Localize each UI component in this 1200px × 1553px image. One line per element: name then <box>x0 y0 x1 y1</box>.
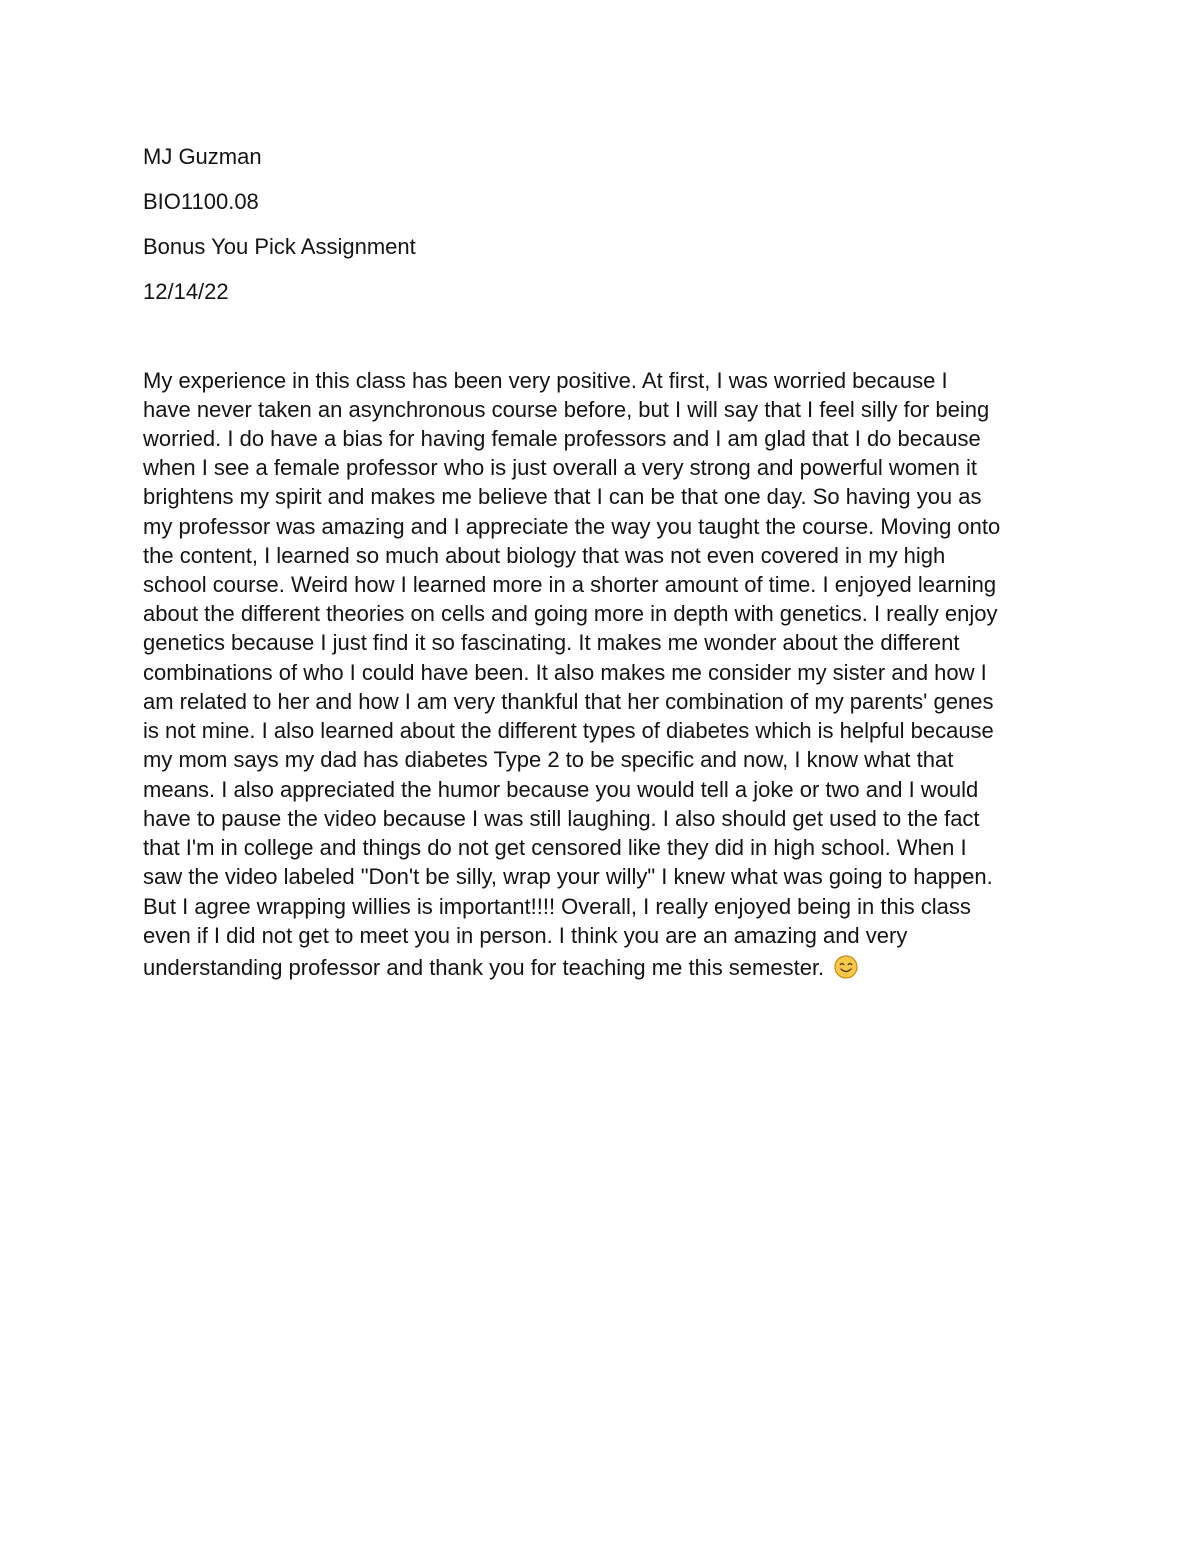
essay-line: my mom says my dad has diabetes Type 2 to be specific and now, I know what that <box>143 747 954 772</box>
essay-line: school course. Weird how I learned more in a shorter amount of time. I enjoyed learning <box>143 572 997 597</box>
essay-line: combinations of who I could have been. It also makes me consider my sister and how I <box>143 660 987 685</box>
essay-line: But I agree wrapping willies is important!!!! Overall, I really enjoyed being in this class <box>143 894 971 919</box>
essay-line: is not mine. I also learned about the different types of diabetes which is helpful because <box>143 718 994 743</box>
essay-line: that I'm in college and things do not get censored like they did in high school. When I <box>143 835 967 860</box>
essay-line: brightens my spirit and makes me believe that I can be that one day. So having you as <box>143 484 982 509</box>
essay-line: means. I also appreciated the humor because you would tell a joke or two and I would <box>143 777 979 802</box>
assignment-date: 12/14/22 <box>143 279 229 304</box>
essay-line: have to pause the video because I was still laughing. I also should get used to the fact <box>143 806 980 831</box>
assignment-title: Bonus You Pick Assignment <box>143 234 416 259</box>
essay-line: genetics because I just find it so fascinating. It makes me wonder about the different <box>143 630 960 655</box>
essay-line: even if I did not get to meet you in person. I think you are an amazing and very <box>143 923 908 948</box>
essay-line: have never taken an asynchronous course before, but I will say that I feel silly for being <box>143 397 990 422</box>
essay-line: saw the video labeled "Don't be silly, wrap your willy" I knew what was going to happen. <box>143 864 993 889</box>
essay-line: my professor was amazing and I appreciate the way you taught the course. Moving onto <box>143 514 1001 539</box>
essay-last-line <box>143 953 858 982</box>
essay-line: am related to her and how I am very thankful that her combination of my parents' genes <box>143 689 994 714</box>
essay-line: the content, I learned so much about biology that was not even covered in my high <box>143 543 946 568</box>
essay-line: worried. I do have a bias for having female professors and I am glad that I do because <box>143 426 981 451</box>
smiling-face-icon <box>834 955 858 979</box>
essay-line: when I see a female professor who is just overall a very strong and powerful women it <box>143 455 977 480</box>
essay-line: understanding professor and thank you for teaching me this semester. <box>143 955 825 980</box>
author-name: MJ Guzman <box>143 144 262 169</box>
essay-line: about the different theories on cells and going more in depth with genetics. I really enjoy <box>143 601 998 626</box>
course-code: BIO1100.08 <box>143 189 259 214</box>
essay-line: My experience in this class has been very positive. At first, I was worried because I <box>143 368 948 393</box>
